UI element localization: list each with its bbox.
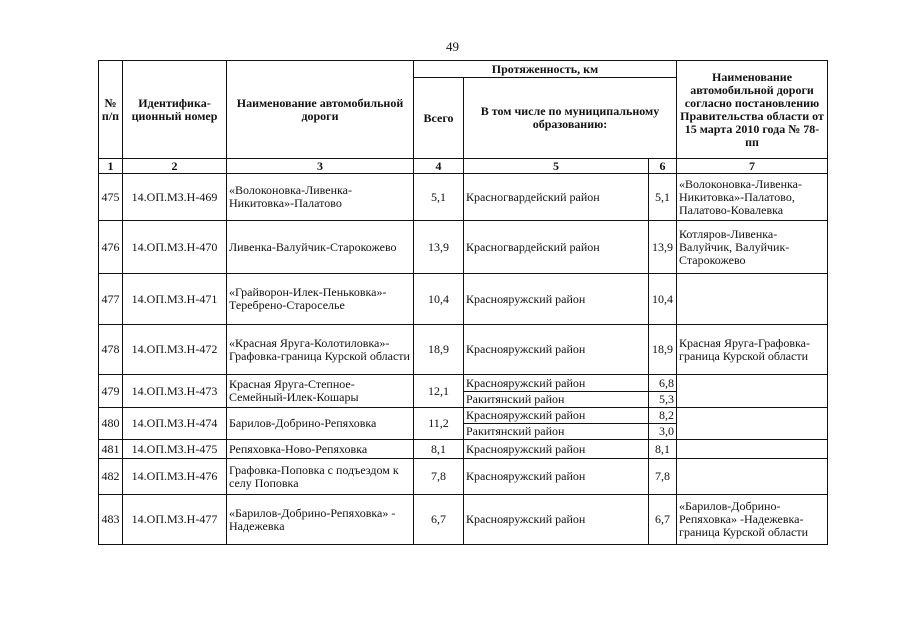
- row-road-name: Репяховка-Ново-Репяховка: [227, 440, 414, 459]
- row-municipality: Краснояружский район: [464, 274, 649, 325]
- row-total: 10,4: [414, 274, 464, 325]
- row-old-name: Котляров-Ливенка-Валуйчик, Валуйчик-Старокожево: [677, 221, 828, 274]
- row-identifier: 14.ОП.МЗ.Н-469: [123, 174, 227, 221]
- row-municipality: Краснояружский район: [464, 459, 649, 495]
- row-municipality-length: 5,3: [649, 392, 677, 408]
- header-road-name: Наименование автомобильной дороги: [227, 61, 414, 159]
- row-identifier: 14.ОП.МЗ.Н-470: [123, 221, 227, 274]
- row-total: 12,1: [414, 375, 464, 408]
- row-municipality-length: 8,2: [649, 408, 677, 424]
- row-road-name: «Красная Яруга-Колотиловка»-Графовка-граница Курской области: [227, 325, 414, 375]
- table-row: [99, 274, 828, 325]
- row-total: 18,9: [414, 325, 464, 375]
- table-row: [99, 459, 828, 495]
- column-number-7: 7: [677, 159, 828, 174]
- row-total: 7,8: [414, 459, 464, 495]
- table-row: [99, 375, 828, 392]
- row-old-name: [677, 375, 828, 408]
- row-old-name: [677, 274, 828, 325]
- row-municipality: Ракитянский район: [464, 424, 649, 440]
- row-municipality-length: 6,7: [649, 495, 677, 545]
- roads-table: [98, 60, 828, 545]
- row-number: 478: [99, 325, 123, 375]
- row-municipality: Ракитянский район: [464, 392, 649, 408]
- table-row: [99, 174, 828, 221]
- row-municipality-length: 7,8: [649, 459, 677, 495]
- row-old-name: «Барилов-Добрино-Репяховка» -Надежевка-граница Курской области: [677, 495, 828, 545]
- row-road-name: «Грайворон-Илек-Пеньковка»-Теребрено-Староселье: [227, 274, 414, 325]
- row-identifier: 14.ОП.МЗ.Н-471: [123, 274, 227, 325]
- row-old-name: [677, 459, 828, 495]
- header-municipality: В том числе по муниципальному образованию:: [464, 78, 677, 159]
- row-municipality: Краснояружский район: [464, 408, 649, 424]
- row-municipality-length: 3,0: [649, 424, 677, 440]
- row-municipality-length: 10,4: [649, 274, 677, 325]
- row-number: 481: [99, 440, 123, 459]
- header-number: № п/п: [99, 61, 123, 159]
- row-number: 483: [99, 495, 123, 545]
- row-old-name: Красная Яруга-Графовка-граница Курской области: [677, 325, 828, 375]
- row-identifier: 14.ОП.МЗ.Н-475: [123, 440, 227, 459]
- row-municipality: Краснояружский район: [464, 440, 649, 459]
- row-municipality: Краснояружский район: [464, 325, 649, 375]
- row-road-name: Барилов-Добрино-Репяховка: [227, 408, 414, 440]
- table-row: [99, 221, 828, 274]
- page-number: 49: [446, 39, 459, 54]
- column-number-5: 5: [464, 159, 649, 174]
- header-identifier: Идентифика-ционный номер: [123, 61, 227, 159]
- table-row: [99, 495, 828, 545]
- row-number: 475: [99, 174, 123, 221]
- row-municipality-length: 5,1: [649, 174, 677, 221]
- row-municipality-length: 13,9: [649, 221, 677, 274]
- row-identifier: 14.ОП.МЗ.Н-474: [123, 408, 227, 440]
- row-road-name: Красная Яруга-Степное-Семейный-Илек-Кошары: [227, 375, 414, 408]
- row-municipality-length: 18,9: [649, 325, 677, 375]
- row-number: 476: [99, 221, 123, 274]
- row-total: 6,7: [414, 495, 464, 545]
- row-total: 5,1: [414, 174, 464, 221]
- column-number-4: 4: [414, 159, 464, 174]
- header-total: Всего: [414, 78, 464, 159]
- row-total: 11,2: [414, 408, 464, 440]
- row-road-name: «Барилов-Добрино-Репяховка» - Надежевка: [227, 495, 414, 545]
- header-old-name: Наименование автомобильной дороги согласно постановлению Правительства области от 15 марта 2010 года № 78-пп: [677, 61, 828, 159]
- row-total: 8,1: [414, 440, 464, 459]
- row-old-name: [677, 408, 828, 440]
- table-row: [99, 440, 828, 459]
- row-municipality-length: 8,1: [649, 440, 677, 459]
- row-municipality: Красногвардейский район: [464, 174, 649, 221]
- row-identifier: 14.ОП.МЗ.Н-476: [123, 459, 227, 495]
- row-municipality-length: 6,8: [649, 375, 677, 392]
- row-number: 480: [99, 408, 123, 440]
- header-length-group: Протяженность, км: [414, 61, 677, 78]
- row-road-name: Графовка-Поповка с подъездом к селу Поповка: [227, 459, 414, 495]
- table-row: [99, 325, 828, 375]
- row-old-name: [677, 440, 828, 459]
- row-municipality: Краснояружский район: [464, 375, 649, 392]
- row-number: 482: [99, 459, 123, 495]
- column-number-3: 3: [227, 159, 414, 174]
- column-number-6: 6: [649, 159, 677, 174]
- row-total: 13,9: [414, 221, 464, 274]
- row-number: 479: [99, 375, 123, 408]
- row-identifier: 14.ОП.МЗ.Н-472: [123, 325, 227, 375]
- row-identifier: 14.ОП.МЗ.Н-473: [123, 375, 227, 408]
- row-number: 477: [99, 274, 123, 325]
- column-number-1: 1: [99, 159, 123, 174]
- table-row: [99, 408, 828, 424]
- row-road-name: «Волоконовка-Ливенка-Никитовка»-Палатово: [227, 174, 414, 221]
- row-road-name: Ливенка-Валуйчик-Старокожево: [227, 221, 414, 274]
- row-municipality: Краснояружский район: [464, 495, 649, 545]
- column-number-2: 2: [123, 159, 227, 174]
- row-identifier: 14.ОП.МЗ.Н-477: [123, 495, 227, 545]
- row-municipality: Красногвардейский район: [464, 221, 649, 274]
- row-old-name: «Волоконовка-Ливенка-Никитовка»-Палатово, Палатово-Ковалевка: [677, 174, 828, 221]
